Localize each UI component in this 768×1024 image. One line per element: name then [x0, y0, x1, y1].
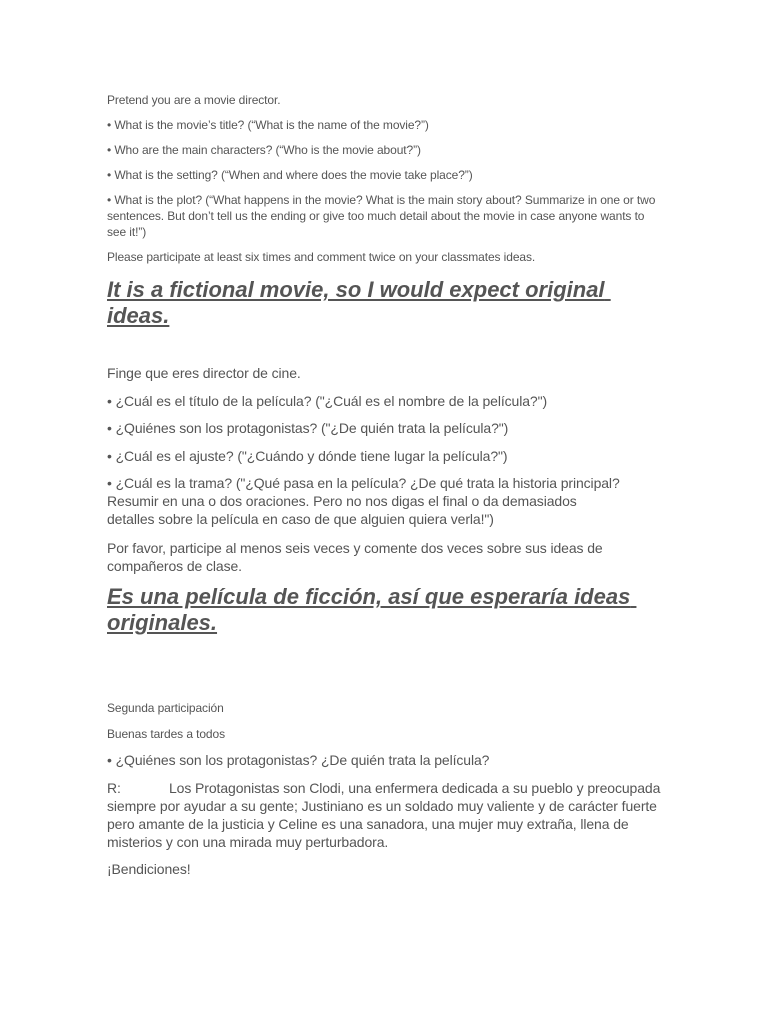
english-instruction: Please participate at least six times and comment twice on your classmates ideas. [107, 250, 536, 264]
response-question: • ¿Quiénes son los protagonistas? ¿De quién trata la película? [107, 752, 490, 768]
answer-text: Los Protagonistas son Clodi, una enfermera dedicada a su pueblo y preocupada siempre por ayudar a su gente; Justiniano es un soldado muy valiente y de carácter fuerte pero amante de la justicia y Celine es una sanadora, una mujer muy extraña, llena de misterios y con una mirada muy perturbadora. [107, 780, 661, 850]
answer-label: R: [107, 780, 121, 796]
english-intro: Pretend you are a movie director. [107, 93, 281, 107]
spanish-instruction: Por favor, participe al menos seis veces y comente dos veces sobre sus ideas de compañeros de clase. [107, 540, 603, 574]
english-question-setting: • What is the setting? (“When and where does the movie take place?”) [107, 168, 473, 182]
response-closing: ¡Bendiciones! [107, 861, 191, 877]
response-answer [107, 779, 667, 851]
spanish-question-plot: • ¿Cuál es la trama? ("¿Qué pasa en la película? ¿De qué trata la historia principal? Resumir en una o dos oraciones. Pero no nos digas el final o da demasiados detalles sobre la película en caso de que alguien quiera verla!") [107, 475, 620, 527]
english-question-plot: • What is the plot? (“What happens in the movie? What is the main story about? Summarize in one or two sentences. But don’t tell us the ending or give too much detail about the movie in case anyone wants to see it!”) [107, 193, 656, 239]
spanish-question-title: • ¿Cuál es el título de la película? ("¿Cuál es el nombre de la película?") [107, 393, 548, 409]
response-title: Segunda participación [107, 701, 224, 715]
english-heading: It is a fictional movie, so I would expect original ideas. [107, 277, 611, 328]
spanish-intro: Finge que eres director de cine. [107, 365, 301, 381]
response-greeting: Buenas tardes a todos [107, 727, 225, 741]
english-question-title: • What is the movie’s title? (“What is the name of the movie?”) [107, 118, 429, 132]
english-question-characters: • Who are the main characters? (“Who is the movie about?”) [107, 143, 421, 157]
spanish-question-characters: • ¿Quiénes son los protagonistas? ("¿De quién trata la película?") [107, 420, 509, 436]
spanish-question-setting: • ¿Cuál es el ajuste? ("¿Cuándo y dónde tiene lugar la película?") [107, 448, 508, 464]
spanish-heading: Es una película de ficción, así que esperaría ideas originales. [107, 584, 637, 635]
